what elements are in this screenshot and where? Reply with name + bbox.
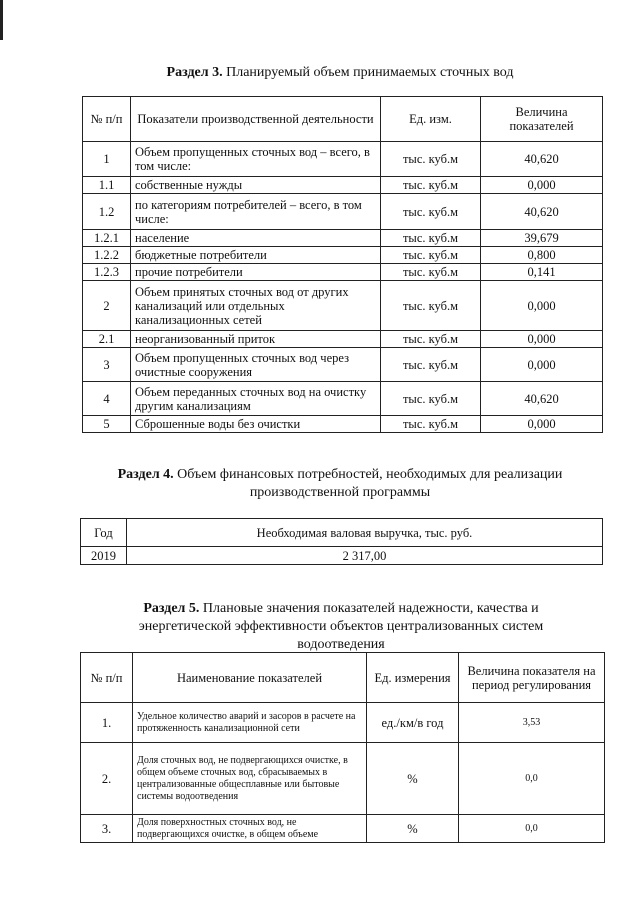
table-row — [83, 281, 603, 331]
header-year: Год — [81, 519, 127, 547]
row-value: 0,000 — [481, 348, 603, 382]
row-name: по категориям потребителей – всего, в том числе: — [131, 194, 381, 230]
row-name: Объем принятых сточных вод от других канализаций или отдельных канализационных сетей — [131, 281, 381, 331]
table-row — [83, 348, 603, 382]
table-row — [83, 331, 603, 348]
row-unit: тыс. куб.м — [381, 281, 481, 331]
row-unit: тыс. куб.м — [381, 331, 481, 348]
row-name: Удельное количество аварий и засоров в расчете на протяженность канализационной сети — [133, 703, 367, 743]
row-num: 4 — [83, 382, 131, 416]
header-unit: Ед. изм. — [381, 97, 481, 142]
row-unit: тыс. куб.м — [381, 382, 481, 416]
row-unit: ед./км/в год — [367, 703, 459, 743]
row-name: бюджетные потребители — [131, 247, 381, 264]
row-num: 1.2.1 — [83, 230, 131, 247]
row-name: Объем переданных сточных вод на очистку другим канализациям — [131, 382, 381, 416]
section4-heading-line1: Объем финансовых потребностей, необходимых для реализации — [177, 467, 563, 482]
table-row — [81, 703, 605, 743]
row-num: 1. — [81, 703, 133, 743]
table-row — [83, 230, 603, 247]
table-row — [83, 247, 603, 264]
header-indicator-name: Наименование показателей — [133, 653, 367, 703]
row-name: Доля сточных вод, не подвергающихся очистке, в общем объеме сточных вод, сбрасываемых в централизованные общесплавные или бытовые системы водоотведения — [133, 743, 367, 815]
row-value: 0,000 — [481, 331, 603, 348]
row-name: Доля поверхностных сточных вод, не подвергающихся очистке, в общем объеме — [133, 815, 367, 843]
row-value: 0,800 — [481, 247, 603, 264]
row-unit: тыс. куб.м — [381, 348, 481, 382]
row-num: 1.2 — [83, 194, 131, 230]
row-value: 3,53 — [459, 703, 605, 743]
section4-heading-line2: производственной программы — [249, 485, 431, 500]
table-row — [83, 194, 603, 230]
margin-rule — [0, 0, 3, 40]
table-row — [83, 142, 603, 177]
row-name: прочие потребители — [131, 264, 381, 281]
row-num: 1.2.2 — [83, 247, 131, 264]
table-row — [83, 177, 603, 194]
row-unit: тыс. куб.м — [381, 142, 481, 177]
row-unit: тыс. куб.м — [381, 247, 481, 264]
table-row — [81, 815, 605, 843]
header-num: № п/п — [83, 97, 131, 142]
row-unit: тыс. куб.м — [381, 177, 481, 194]
section4-heading-label: Раздел 4. — [117, 467, 174, 482]
section5-heading-line1: Плановые значения показателей надежности, качества и — [202, 601, 539, 616]
row-num: 1 — [83, 142, 131, 177]
row-name: Объем пропущенных сточных вод через очистные сооружения — [131, 348, 381, 382]
row-unit: тыс. куб.м — [381, 194, 481, 230]
section3-heading-text: Планируемый объем принимаемых сточных вод — [226, 65, 514, 80]
row-unit: % — [367, 815, 459, 843]
section3-heading-label: Раздел 3. — [166, 65, 223, 80]
section4-heading — [80, 466, 600, 502]
section5-heading-line3: водоотведения — [297, 637, 385, 652]
row-value: 40,620 — [481, 194, 603, 230]
header-indicator: Показатели производственной деятельности — [131, 97, 381, 142]
row-value: 0,000 — [481, 281, 603, 331]
section3-heading — [80, 64, 600, 82]
header-unit: Ед. измерения — [367, 653, 459, 703]
row-unit: % — [367, 743, 459, 815]
row-num: 5 — [83, 416, 131, 433]
row-num: 3. — [81, 815, 133, 843]
row-name: собственные нужды — [131, 177, 381, 194]
row-num: 2 — [83, 281, 131, 331]
row-name: неорганизованный приток — [131, 331, 381, 348]
row-name: население — [131, 230, 381, 247]
table-row — [81, 743, 605, 815]
table-row — [83, 382, 603, 416]
section4-table — [80, 518, 603, 565]
row-unit: тыс. куб.м — [381, 416, 481, 433]
header-revenue: Необходимая валовая выручка, тыс. руб. — [127, 519, 603, 547]
section5-heading-label: Раздел 5. — [143, 601, 200, 616]
section5-table — [80, 652, 605, 843]
table-row — [81, 547, 603, 565]
row-value: 0,0 — [459, 815, 605, 843]
header-value: Величина показателей — [481, 97, 603, 142]
row-year: 2019 — [81, 547, 127, 565]
row-unit: тыс. куб.м — [381, 264, 481, 281]
row-num: 1.2.3 — [83, 264, 131, 281]
row-value: 0,0 — [459, 743, 605, 815]
row-value: 40,620 — [481, 382, 603, 416]
row-num: 3 — [83, 348, 131, 382]
section5-heading — [80, 600, 602, 654]
header-value: Величина показателя на период регулирования — [459, 653, 605, 703]
row-num: 2. — [81, 743, 133, 815]
row-value: 0,141 — [481, 264, 603, 281]
table-row — [83, 264, 603, 281]
section5-heading-line2: энергетической эффективности объектов централизованных систем — [138, 619, 544, 634]
row-name: Объем пропущенных сточных вод – всего, в том числе: — [131, 142, 381, 177]
row-unit: тыс. куб.м — [381, 230, 481, 247]
row-value: 39,679 — [481, 230, 603, 247]
section3-table — [82, 96, 603, 433]
row-revenue: 2 317,00 — [127, 547, 603, 565]
header-num: № п/п — [81, 653, 133, 703]
row-value: 0,000 — [481, 416, 603, 433]
row-value: 0,000 — [481, 177, 603, 194]
row-name: Сброшенные воды без очистки — [131, 416, 381, 433]
row-value: 40,620 — [481, 142, 603, 177]
row-num: 1.1 — [83, 177, 131, 194]
table-row — [83, 416, 603, 433]
row-num: 2.1 — [83, 331, 131, 348]
